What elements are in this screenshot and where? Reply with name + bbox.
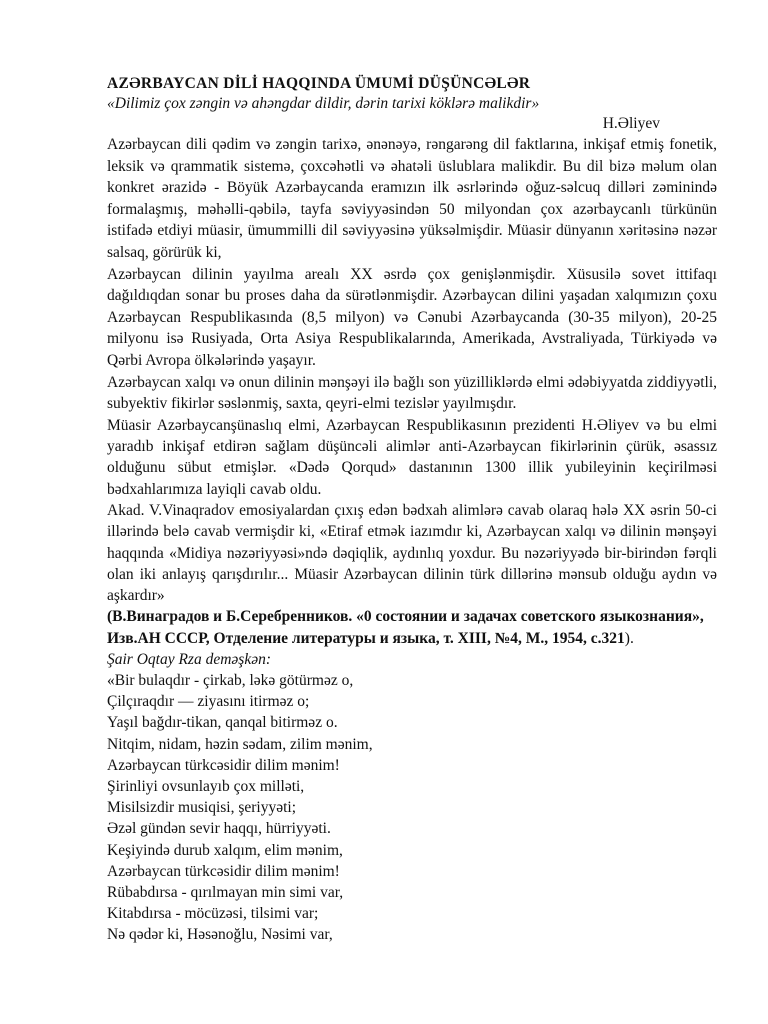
epigraph-author: H.Əliyev bbox=[602, 115, 660, 132]
paragraph-1: Azərbaycan dili qədim və zəngin tarixə, ənənəyə, rəngarəng dil faktlarına, inkişaf etmiş fonetik, leksik və qrammatik sistemə, çoxcəhətli və əhatəli üslublara malikdir. Bu dil bizə məlum olan konkret ərazidə - Böyük Azərbaycanda eramızın ilk əsrlərində oğuz-səlcuq dilləri zəminində formalaşmış, məhəlli-qəbilə, tayfa səviyyəsindən 50 milyondan çox azərbaycanlı türkünün istifadə etdiyi müasir, ümummilli dil səviyyəsinə yüksəlmişdir. Müasir dünyanın xəritəsinə nəzər salsaq, görürük ki, bbox=[107, 136, 717, 261]
poem-line: Kitabdırsa - möcüzəsi, tilsimi var; bbox=[107, 905, 319, 923]
poem-line: Əzəl gündən sevir haqqı, hürriyyəti. bbox=[107, 820, 331, 838]
reference-line-2 bbox=[107, 628, 717, 649]
poem-line: Keşiyində durub xalqım, elim mənim, bbox=[107, 841, 343, 859]
paragraph-5: Akad. V.Vinaqradov emosiyalardan çıxış edən bədxah alimlərə cavab olaraq hələ XX əsrin 50-ci illərində belə cavab vermişdir ki, «Etiraf etmək iazımdır ki, Azərbaycan xalqı və dilinin mənşəyi haqqında «Midiya nəzəriyyəsi»ndə dəqiqlik, aydınlıq yoxdur. Bu nəzəriyyədə bir-birindən fərqli olan iki anlayış qarışdırılır... Müasir Azərbaycan dilinin türk dillərinə mənsub olduğu aydın və aşkardır» bbox=[107, 501, 717, 605]
poem-line: «Bir bulaqdır - çirkab, ləkə götürməz o, bbox=[107, 671, 354, 689]
poem-line: Nitqim, nidam, həzin sədam, zilim mənim, bbox=[107, 735, 373, 753]
poem-line: Misilsizdir musiqisi, şeriyyəti; bbox=[107, 799, 297, 817]
document-title: AZƏRBAYCAN DİLİ HAQQINDA ÜMUMİ DÜŞÜNCƏLƏR bbox=[107, 75, 531, 92]
epigraph: «Dilimiz çox zəngin və ahəngdar dildir, dərin tarixi köklərə malikdir» bbox=[107, 95, 540, 112]
poem bbox=[107, 670, 717, 946]
poem-line: Yaşıl bağdır-tikan, qanqal bitirməz o. bbox=[107, 714, 338, 732]
paragraph-4: Müasir Azərbaycanşünaslıq elmi, Azərbaycan Respublikasının prezidenti H.Əliyev və bu elmi yaradıb inkişaf etdirən sağlam düşüncəli alimlər anti-Azərbaycan fikirlərinin çürük, əsassız olduğunu sübut etmişlər. «Dədə Qorqud» dastanının 1300 illik yubileyinin keçirilməsi bədxahlarımıza layiqli cavab oldu. bbox=[107, 416, 717, 498]
paragraph-3: Azərbaycan xalqı və onun dilinin mənşəyi ilə bağlı son yüzilliklərdə elmi ədəbiyyatda ziddiyyətli, subyektiv fikirlər səslənmiş, saxta, qeyri-elmi tezislər yayılmışdır. bbox=[107, 373, 717, 413]
poem-line: Azərbaycan türkcəsidir dilim mənim! bbox=[107, 756, 340, 774]
poem-line: Rübabdırsa - qırılmayan min simi var, bbox=[107, 884, 344, 902]
paragraph-2: Azərbaycan dilinin yayılma arealı XX əsrdə çox genişlənmişdir. Xüsusilə sovet ittifaqı dağıldıqdan sonar bu proses daha da sürətlənmişdir. Azərbaycan dilini yaşadan xalqımızın çoxu Azərbaycan Respublikasında (8,5 milyon) və Cənubi Azərbaycanda (30-35 milyon), 20-25 milyonu isə Rusiyada, Orta Asiya Respublikalarında, Amerikada, Avstraliyada, Türkiyədə və Qərbi Avropa ölkələrində yaşayır. bbox=[107, 265, 717, 369]
reference-citation: Изв.АН СССР, Отделение литературы и языка, т. XIII, №4, М., 1954, с.321 bbox=[107, 629, 625, 647]
poem-intro: Şair Oqtay Rza deməşkən: bbox=[107, 650, 271, 668]
poem-line: Nə qədər ki, Həsənoğlu, Nəsimi var, bbox=[107, 926, 333, 944]
poem-line: Şirinliyi ovsunlayıb çox milləti, bbox=[107, 778, 305, 795]
reference-close: ). bbox=[624, 629, 634, 647]
poem-line: Azərbaycan türkcəsidir dilim mənim! bbox=[107, 862, 340, 880]
reference-line-1: (В.Винаградов и Б.Серебренников. «0 состоянии и задачах советского языкознания», bbox=[107, 608, 704, 626]
poem-line: Çilçıraqdır — ziyasını itirməz o; bbox=[107, 693, 310, 711]
